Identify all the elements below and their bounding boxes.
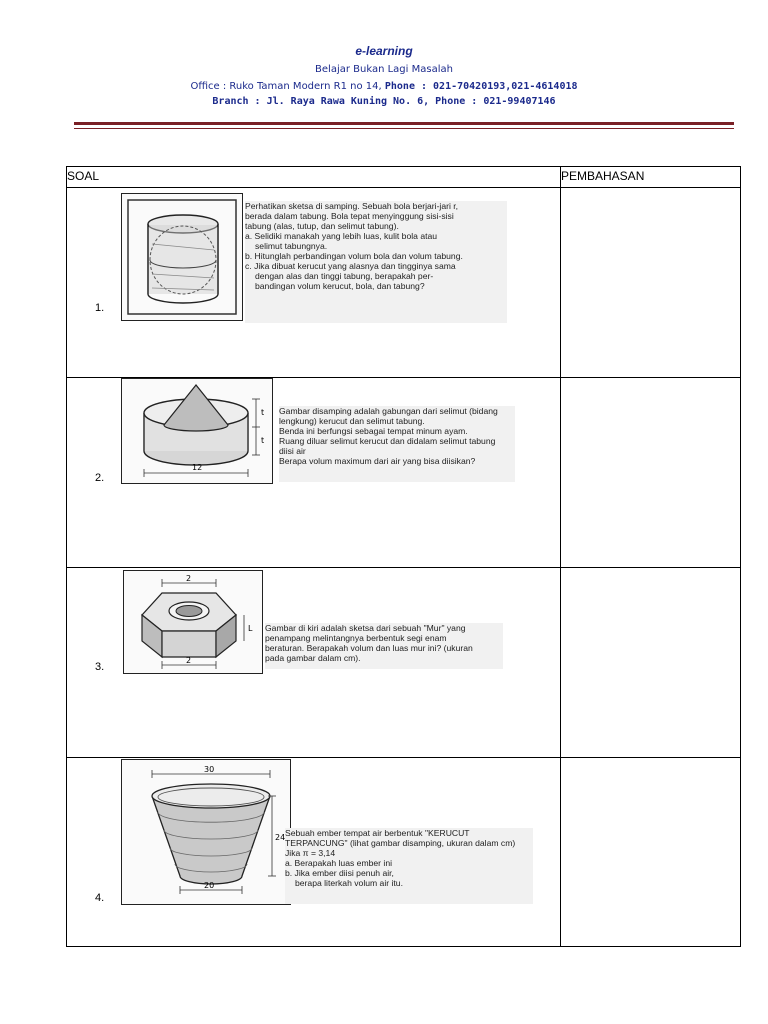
question-line: Berapa volum maximum dari air yang bisa diisikan? <box>279 456 476 466</box>
table-row <box>67 188 741 378</box>
table-row <box>67 758 741 947</box>
letterhead <box>0 44 768 107</box>
question-line: TERPANCUNG" (lihat gambar disamping, ukuran dalam cm) <box>285 838 516 848</box>
question-text <box>279 406 515 482</box>
question-line: a. Selidiki manakah yang lebih luas, kulit bola atau <box>245 231 438 241</box>
soal-cell <box>67 758 561 947</box>
header-rule-thick <box>74 122 734 125</box>
fig-label-diameter: 12 <box>192 463 203 472</box>
soal-cell <box>67 188 561 378</box>
question-line: berapa literkah volum air itu. <box>295 878 403 888</box>
question-line: penampang melintangnya berbentuk segi enam <box>265 633 447 643</box>
question-line: berada dalam tabung. Bola tepat menyinggung sisi-sisi <box>245 211 454 221</box>
question-line: Gambar di kiri adalah sketsa dari sebuah "Mur" yang <box>265 623 466 633</box>
question-line: Perhatikan sketsa di samping. Sebuah bola berjari-jari r, <box>245 201 459 211</box>
question-line: Gambar disamping adalah gabungan dari selimut (bidang <box>279 406 498 416</box>
fig-label-side: L <box>248 624 253 633</box>
col-header-pembahasan: PEMBAHASAN <box>561 167 741 188</box>
question-line: diisi air <box>279 446 306 456</box>
question-line: tabung (alas, tutup, dan selimut tabung). <box>245 221 399 231</box>
table-row <box>67 378 741 568</box>
question-number: 4. <box>95 892 105 904</box>
question-line: Ruang diluar selimut kerucut dan didalam selimut tabung <box>279 436 496 446</box>
pembahasan-cell <box>561 188 741 378</box>
fig-label-height: 24 <box>275 833 286 842</box>
question-number: 2. <box>95 472 105 484</box>
question-line: pada gambar dalam cm). <box>265 653 361 663</box>
question-line: beraturan. Berapakah volum dan luas mur ini? (ukuran <box>265 643 473 653</box>
hex-nut-figure <box>123 570 263 674</box>
office-prefix: Office : Ruko Taman Modern R1 no 14, <box>190 81 382 92</box>
soal-cell <box>67 378 561 568</box>
question-text <box>285 828 533 904</box>
soal-cell <box>67 568 561 758</box>
pembahasan-cell <box>561 568 741 758</box>
question-line: b. Jika ember diisi penuh air, <box>285 868 394 878</box>
question-number: 1. <box>95 302 105 314</box>
question-line: lengkung) kerucut dan selimut tabung. <box>279 416 425 426</box>
fig-label-t1: t <box>261 408 265 417</box>
question-line: Sebuah ember tempat air berbentuk "KERUCUT <box>285 828 470 838</box>
fig-label-bottom: 2 <box>186 656 192 665</box>
office-phone: Phone : 021-70420193,021-4614018 <box>384 81 578 92</box>
question-line: bandingan volum kerucut, bola, dan tabung? <box>255 281 425 291</box>
brand-title: e-learning <box>355 44 413 58</box>
table-header-row <box>67 167 741 188</box>
pembahasan-cell <box>561 758 741 947</box>
fig-label-t2: t <box>261 436 265 445</box>
question-line: c. Jika dibuat kerucut yang alasnya dan tingginya sama <box>245 261 456 271</box>
question-line: dengan alas dan tinggi tabung, berapakah per- <box>255 271 434 281</box>
cylinder-sphere-figure <box>121 193 243 321</box>
fig-label-top: 30 <box>204 765 215 774</box>
question-line: a. Berapakah luas ember ini <box>285 858 393 868</box>
question-number: 3. <box>95 661 105 673</box>
table-row <box>67 568 741 758</box>
question-text <box>265 623 503 669</box>
question-line: Jika π = 3,14 <box>285 848 336 858</box>
header-rule-thin <box>74 128 734 129</box>
bucket-figure <box>121 759 291 905</box>
question-line: Benda ini berfungsi sebagai tempat minum ayam. <box>279 426 468 436</box>
pembahasan-cell <box>561 378 741 568</box>
cone-cylinder-figure <box>121 378 273 484</box>
fig-label-bottom: 20 <box>204 881 215 890</box>
col-header-soal: SOAL <box>67 167 561 188</box>
question-line: b. Hitunglah perbandingan volum bola dan volum tabung. <box>245 251 463 261</box>
tagline: Belajar Bukan Lagi Masalah <box>315 64 453 75</box>
fig-label-top: 2 <box>186 574 192 583</box>
office-address <box>0 81 768 92</box>
question-text <box>245 201 507 323</box>
question-line: selimut tabungnya. <box>255 241 328 251</box>
question-table <box>66 166 741 947</box>
branch-address: Branch : Jl. Raya Rawa Kuning No. 6, Phone : 021-99407146 <box>212 96 556 107</box>
